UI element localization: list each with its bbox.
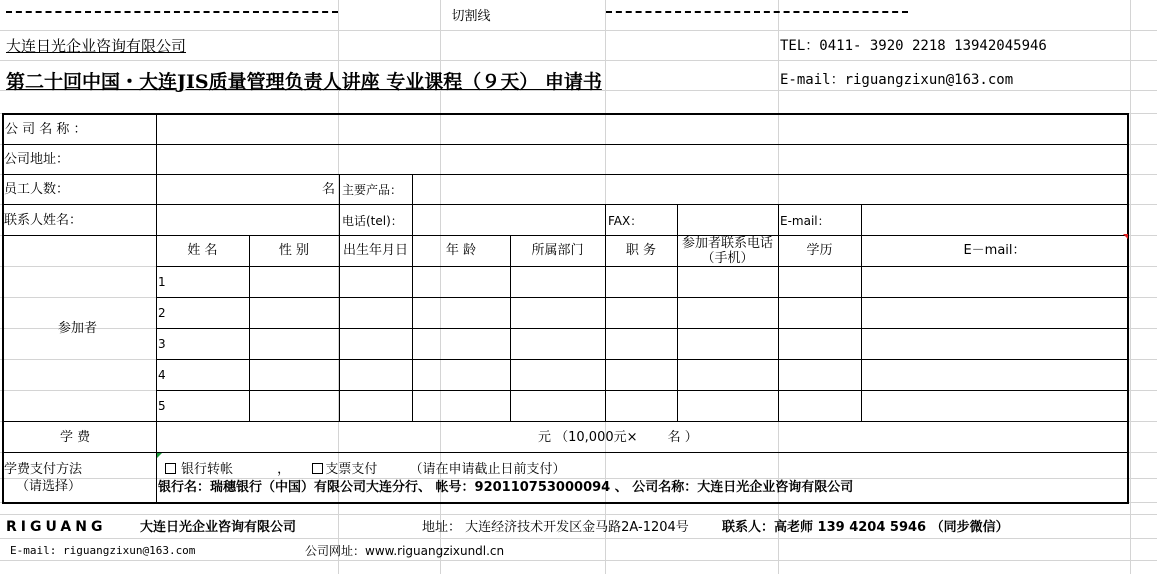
- participant-col-header: 年 龄: [445, 243, 477, 258]
- participant-cell[interactable]: [779, 329, 861, 358]
- participant-cell[interactable]: [413, 298, 510, 327]
- page-title: 第二十回中国・大连JIS质量管理负责人讲座 专业课程（９天） 申请书: [6, 71, 602, 93]
- participant-cell[interactable]: [250, 267, 339, 296]
- participant-cell[interactable]: [340, 298, 412, 327]
- border-v: [605, 204, 606, 235]
- fax-label: FAX：: [608, 214, 643, 228]
- participant-row-number: 5: [158, 399, 166, 413]
- participant-col-header: 性 别: [278, 243, 310, 258]
- border-h: [2, 235, 1129, 236]
- participant-cell[interactable]: [250, 360, 339, 389]
- participant-cell[interactable]: [511, 298, 605, 327]
- participant-cell[interactable]: [340, 329, 412, 358]
- border-h: [2, 502, 1129, 504]
- cut-line-label: 切割线: [451, 9, 491, 24]
- header-company: 大连日光企业咨询有限公司: [6, 37, 187, 55]
- employee-count-field[interactable]: [156, 175, 316, 203]
- cut-line-right: [606, 11, 908, 13]
- fee-label: 学 费: [60, 430, 91, 445]
- grid-col-line: [1130, 0, 1131, 574]
- participant-col-header: 职 务: [625, 243, 657, 258]
- payment-options: [165, 462, 565, 478]
- participant-cell[interactable]: [862, 360, 1128, 389]
- grid-row-line: [0, 30, 1157, 31]
- footer-website: 公司网址：www.riguangzixundl.cn: [305, 544, 505, 558]
- footer-email: E-mail: riguangzixun@163.com: [10, 544, 196, 557]
- contact-name-label: 联系人姓名：: [4, 213, 83, 228]
- company-address-label: 公司地址：: [4, 152, 70, 167]
- participant-cell[interactable]: [157, 329, 249, 358]
- participant-cell[interactable]: [250, 391, 339, 420]
- participant-cell[interactable]: [779, 267, 861, 296]
- participant-cell[interactable]: [511, 360, 605, 389]
- participant-cell[interactable]: [678, 267, 778, 296]
- participant-col-header: 学历: [806, 243, 833, 258]
- participant-cell[interactable]: [511, 329, 605, 358]
- participant-cell[interactable]: [862, 391, 1128, 420]
- border-v: [778, 204, 779, 235]
- participant-cell[interactable]: [340, 267, 412, 296]
- grid-row-line: [0, 538, 1157, 539]
- border-v: [2, 113, 4, 503]
- participant-cell[interactable]: [606, 391, 677, 420]
- payment-deadline-note: （请在申请截止日前支付）: [409, 462, 566, 477]
- check-payment-checkbox[interactable]: [312, 463, 323, 474]
- header-email: E-mail：riguangzixun@163.com: [780, 72, 1014, 88]
- bank-account-info: 银行名：瑞穗银行（中国）有限公司大连分行、 帐号：920110753000094 、 公司名称：大连日光企业咨询有限公司: [158, 480, 854, 495]
- contact-name-field[interactable]: [156, 205, 338, 233]
- participant-col-header: 参加者联系电话（手机）: [681, 236, 773, 264]
- payment-method-label: 学费支付方法: [4, 462, 83, 477]
- participant-col-header: E－mail：: [963, 243, 1026, 258]
- participant-cell[interactable]: [340, 391, 412, 420]
- bank-transfer-label: 银行转帐: [181, 462, 234, 477]
- participant-cell[interactable]: [779, 298, 861, 327]
- tel-field[interactable]: [412, 205, 604, 233]
- participant-row-number: 3: [158, 337, 166, 351]
- grid-row-line: [0, 60, 1157, 61]
- participant-cell[interactable]: [511, 391, 605, 420]
- grid-row-line: [0, 514, 1157, 515]
- footer-company: 大连日光企业咨询有限公司: [140, 520, 297, 535]
- participant-row-number: 1: [158, 275, 166, 289]
- header-tel: TEL：0411- 3920 2218 13942045946: [780, 38, 1047, 54]
- comment-marker: [1123, 234, 1128, 239]
- participant-cell[interactable]: [250, 329, 339, 358]
- participant-cell[interactable]: [678, 360, 778, 389]
- border-v: [339, 174, 340, 235]
- grid-row-line: [0, 478, 1157, 479]
- footer-contact: 联系人：高老师 139 4204 5946 （同步微信）: [722, 520, 1009, 535]
- participant-cell[interactable]: [678, 298, 778, 327]
- participant-cell[interactable]: [157, 267, 249, 296]
- participant-cell[interactable]: [678, 329, 778, 358]
- participant-cell[interactable]: [413, 329, 510, 358]
- participant-cell[interactable]: [413, 391, 510, 420]
- participant-cell[interactable]: [779, 391, 861, 420]
- payment-method-hint: （请选择）: [16, 479, 82, 494]
- participant-row-number: 2: [158, 306, 166, 320]
- participant-cell[interactable]: [862, 267, 1128, 296]
- fax-field[interactable]: [677, 205, 777, 233]
- tel-label: 电话(tel)：: [342, 214, 403, 228]
- participant-cell[interactable]: [157, 391, 249, 420]
- check-payment-label: 支票支付: [325, 462, 378, 477]
- participant-cell[interactable]: [606, 267, 677, 296]
- participant-cell[interactable]: [157, 360, 249, 389]
- grid-row-line: [0, 560, 1157, 561]
- participant-row-number: 4: [158, 368, 166, 382]
- main-products-label: 主要产品：: [342, 183, 403, 197]
- participant-cell[interactable]: [606, 329, 677, 358]
- participant-cell[interactable]: [511, 267, 605, 296]
- participant-cell[interactable]: [413, 267, 510, 296]
- company-name-label: 公 司 名 称 ：: [5, 122, 87, 137]
- participant-cell[interactable]: [250, 298, 339, 327]
- note-marker: [157, 453, 162, 458]
- bank-transfer-checkbox[interactable]: [165, 463, 176, 474]
- footer-brand: RIGUANG: [6, 519, 107, 535]
- participant-cell[interactable]: [606, 360, 677, 389]
- employee-count-label: 员工人数：: [4, 182, 70, 197]
- participant-col-header: 姓 名: [187, 243, 218, 258]
- participant-col-header: 所属部门: [531, 243, 584, 258]
- participant-cell[interactable]: [157, 298, 249, 327]
- participant-cell[interactable]: [340, 360, 412, 389]
- participant-cell[interactable]: [779, 360, 861, 389]
- participant-cell[interactable]: [862, 298, 1128, 327]
- border-h: [2, 421, 1129, 422]
- footer-address: 地址： 大连经济技术开发区金马路2A-1204号: [422, 520, 689, 535]
- cut-line-left: [6, 11, 338, 13]
- participant-cell[interactable]: [413, 360, 510, 389]
- border-h: [2, 452, 1129, 453]
- participant-cell[interactable]: [862, 329, 1128, 358]
- main-products-field[interactable]: [412, 175, 1128, 203]
- company-address-field[interactable]: [156, 145, 1128, 173]
- participant-cell[interactable]: [606, 298, 677, 327]
- employee-count-unit: 名: [322, 182, 336, 197]
- participant-cell[interactable]: [678, 391, 778, 420]
- email-label: E-mail：: [780, 214, 830, 228]
- participant-col-header: 出生年月日: [342, 243, 408, 258]
- participants-section-label: 参加者: [58, 321, 98, 336]
- fee-amount-text[interactable]: 元 （10,000元× 名 ）: [538, 430, 698, 445]
- company-name-field[interactable]: [156, 115, 1128, 143]
- option-separator: ，: [277, 462, 291, 477]
- email-field[interactable]: [861, 205, 1128, 233]
